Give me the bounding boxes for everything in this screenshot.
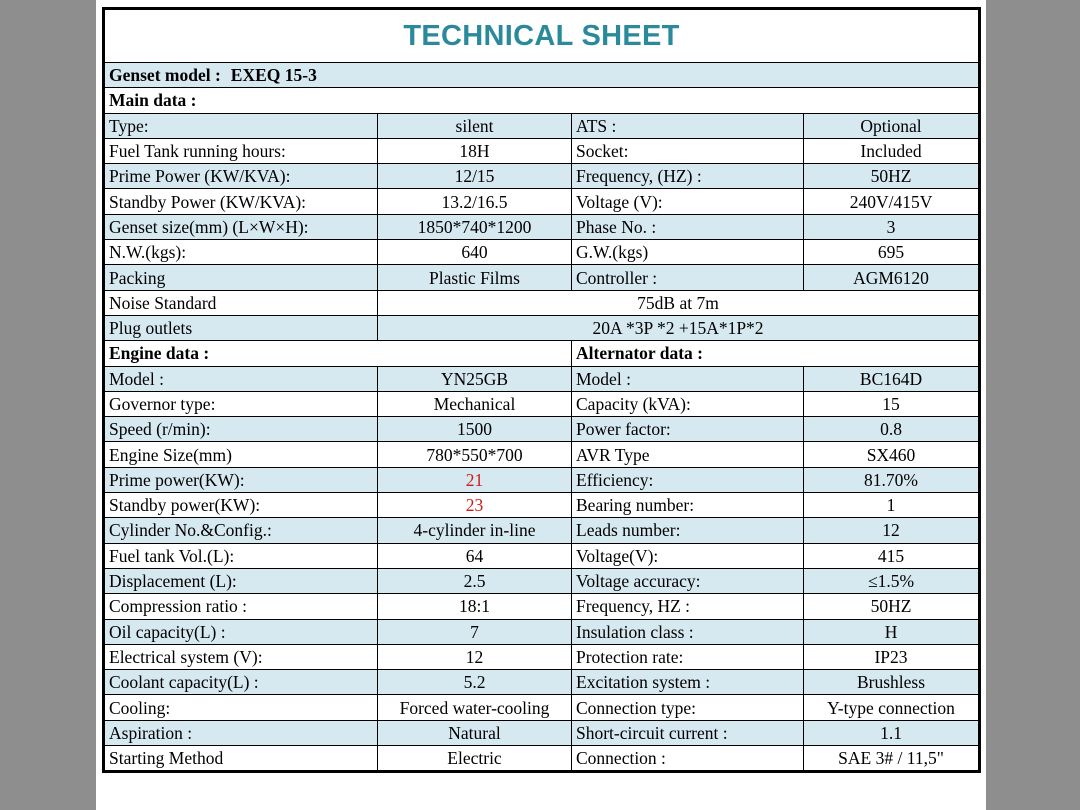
param-value: 64: [378, 543, 572, 568]
param-value: Brushless: [804, 670, 980, 695]
param-label: Voltage (V):: [572, 189, 804, 214]
param-label: Oil capacity(L) :: [104, 619, 378, 644]
spec-table: [102, 7, 981, 773]
table-row: [104, 720, 980, 745]
table-row: [104, 619, 980, 644]
param-value: 695: [804, 240, 980, 265]
param-value: 415: [804, 543, 980, 568]
table-row: [104, 493, 980, 518]
param-label: Socket:: [572, 138, 804, 163]
param-value: 81.70%: [804, 467, 980, 492]
param-value: 50HZ: [804, 594, 980, 619]
param-label: Excitation system :: [572, 670, 804, 695]
param-label: Prime Power (KW/KVA):: [104, 164, 378, 189]
page-title: TECHNICAL SHEET: [104, 9, 980, 63]
table-row: [104, 695, 980, 720]
param-label: Connection type:: [572, 695, 804, 720]
section-header-row: [104, 341, 980, 366]
table-row: [104, 442, 980, 467]
param-value: 23: [378, 493, 572, 518]
param-value: 12/15: [378, 164, 572, 189]
param-label: AVR Type: [572, 442, 804, 467]
param-value: IP23: [804, 644, 980, 669]
technical-sheet: [96, 0, 986, 810]
param-label: N.W.(kgs):: [104, 240, 378, 265]
param-label: Starting Method: [104, 746, 378, 772]
param-value: 4-cylinder in-line: [378, 518, 572, 543]
param-value: 240V/415V: [804, 189, 980, 214]
table-row: [104, 467, 980, 492]
param-label: Coolant capacity(L) :: [104, 670, 378, 695]
param-label: Efficiency:: [572, 467, 804, 492]
param-value: Optional: [804, 113, 980, 138]
param-label: G.W.(kgs): [572, 240, 804, 265]
param-label: Protection rate:: [572, 644, 804, 669]
param-label: Governor type:: [104, 391, 378, 416]
param-value: 780*550*700: [378, 442, 572, 467]
param-value: 3: [804, 214, 980, 239]
param-value: Mechanical: [378, 391, 572, 416]
param-value: 21: [378, 467, 572, 492]
plug-outlets-value: 20A *3P *2 +15A*1P*2: [378, 315, 980, 340]
param-value: 12: [804, 518, 980, 543]
table-row: [104, 644, 980, 669]
param-value: BC164D: [804, 366, 980, 391]
param-label: Model :: [104, 366, 378, 391]
plug-outlets-row: [104, 315, 980, 340]
param-value: 7: [378, 619, 572, 644]
param-label: Standby Power (KW/KVA):: [104, 189, 378, 214]
param-value: 18H: [378, 138, 572, 163]
param-value: SX460: [804, 442, 980, 467]
param-value: 15: [804, 391, 980, 416]
param-value: Electric: [378, 746, 572, 772]
param-value: 1850*740*1200: [378, 214, 572, 239]
param-label: Prime power(KW):: [104, 467, 378, 492]
param-label: Frequency, (HZ) :: [572, 164, 804, 189]
param-label: Controller :: [572, 265, 804, 290]
genset-model-row: [104, 63, 980, 88]
genset-model-label: Genset model :: [109, 65, 221, 86]
param-label: Cooling:: [104, 695, 378, 720]
param-label: Fuel tank Vol.(L):: [104, 543, 378, 568]
table-row: [104, 214, 980, 239]
param-value: AGM6120: [804, 265, 980, 290]
param-label: Phase No. :: [572, 214, 804, 239]
param-label: Bearing number:: [572, 493, 804, 518]
table-row: [104, 568, 980, 593]
table-row: [104, 518, 980, 543]
table-row: [104, 417, 980, 442]
param-value: 13.2/16.5: [378, 189, 572, 214]
param-value: 640: [378, 240, 572, 265]
param-value: Forced water-cooling: [378, 695, 572, 720]
table-row: [104, 594, 980, 619]
param-value: Plastic Films: [378, 265, 572, 290]
param-value: 50HZ: [804, 164, 980, 189]
param-label: Capacity (kVA):: [572, 391, 804, 416]
param-label: Voltage accuracy:: [572, 568, 804, 593]
param-value: Natural: [378, 720, 572, 745]
param-label: ATS :: [572, 113, 804, 138]
param-value: 5.2: [378, 670, 572, 695]
param-value: 1.1: [804, 720, 980, 745]
param-label: Type:: [104, 113, 378, 138]
param-value: 0.8: [804, 417, 980, 442]
param-label: Compression ratio :: [104, 594, 378, 619]
param-value: 2.5: [378, 568, 572, 593]
table-row: [104, 543, 980, 568]
param-label: Insulation class :: [572, 619, 804, 644]
param-value: ≤1.5%: [804, 568, 980, 593]
param-value: Y-type connection: [804, 695, 980, 720]
param-label: Short-circuit current :: [572, 720, 804, 745]
param-value: H: [804, 619, 980, 644]
param-label: Connection :: [572, 746, 804, 772]
table-row: [104, 189, 980, 214]
param-label: Model :: [572, 366, 804, 391]
table-row: [104, 240, 980, 265]
engine-data-heading: Engine data :: [104, 341, 572, 366]
param-label: Packing: [104, 265, 378, 290]
genset-model-value: EXEQ 15-3: [230, 65, 317, 86]
param-value: silent: [378, 113, 572, 138]
param-label: Electrical system (V):: [104, 644, 378, 669]
param-value: 18:1: [378, 594, 572, 619]
plug-outlets-label: Plug outlets: [104, 315, 378, 340]
table-row: [104, 164, 980, 189]
param-value: 12: [378, 644, 572, 669]
param-label: Aspiration :: [104, 720, 378, 745]
noise-standard-value: 75dB at 7m: [378, 290, 980, 315]
param-label: Power factor:: [572, 417, 804, 442]
param-label: Leads number:: [572, 518, 804, 543]
param-label: Engine Size(mm): [104, 442, 378, 467]
param-label: Displacement (L):: [104, 568, 378, 593]
param-value: YN25GB: [378, 366, 572, 391]
param-label: Speed (r/min):: [104, 417, 378, 442]
param-label: Voltage(V):: [572, 543, 804, 568]
alternator-data-heading: Alternator data :: [572, 341, 980, 366]
main-data-heading: Main data :: [104, 88, 980, 113]
param-value: 1500: [378, 417, 572, 442]
param-value: SAE 3# / 11,5": [804, 746, 980, 772]
param-value: 1: [804, 493, 980, 518]
table-row: [104, 265, 980, 290]
param-label: Cylinder No.&Config.:: [104, 518, 378, 543]
table-row: [104, 746, 980, 772]
noise-standard-label: Noise Standard: [104, 290, 378, 315]
table-row: [104, 391, 980, 416]
table-row: [104, 113, 980, 138]
param-value: Included: [804, 138, 980, 163]
param-label: Frequency, HZ :: [572, 594, 804, 619]
param-label: Fuel Tank running hours:: [104, 138, 378, 163]
param-label: Genset size(mm) (L×W×H):: [104, 214, 378, 239]
table-row: [104, 138, 980, 163]
noise-standard-row: [104, 290, 980, 315]
table-row: [104, 366, 980, 391]
table-row: [104, 670, 980, 695]
param-label: Standby power(KW):: [104, 493, 378, 518]
